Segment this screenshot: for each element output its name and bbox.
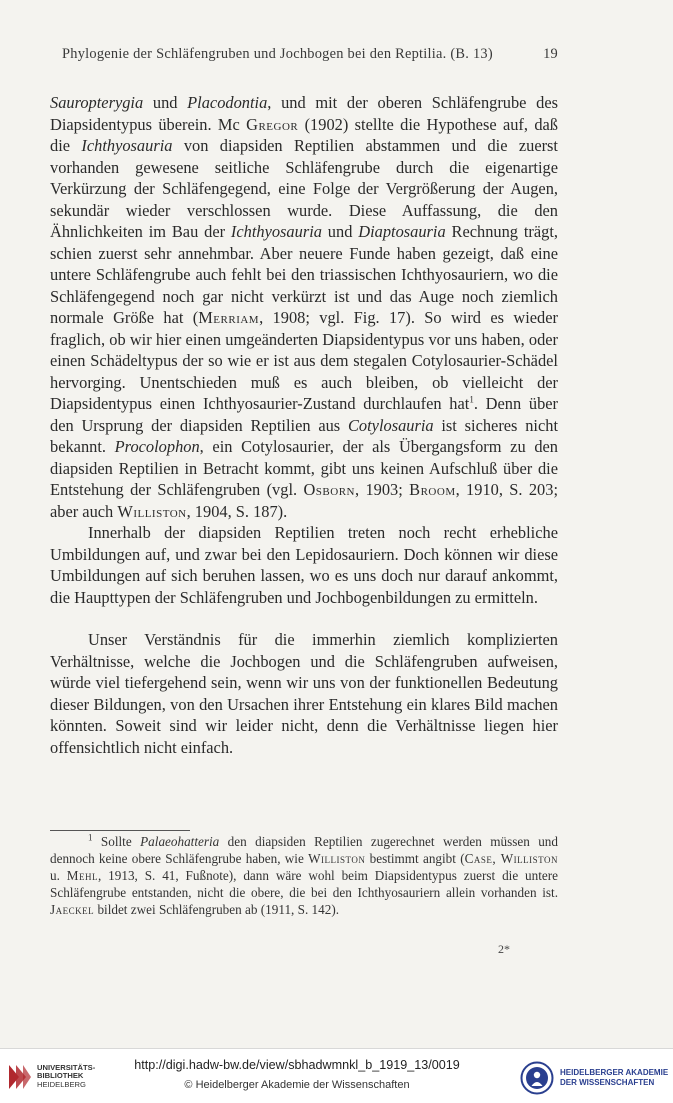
permalink-url[interactable]: http://digi.hadw-bw.de/view/sbhadwmnkl_b_1919_13/0019 bbox=[134, 1058, 460, 1072]
footnote-marker: 1 bbox=[469, 394, 474, 405]
text-run: den diapsiden Reptilien zugerechnet werden müssen und dennoch keine obere Schläfengrube haben, wie bbox=[50, 834, 558, 866]
author-name: Mehl bbox=[66, 868, 98, 883]
academy-name bbox=[560, 1068, 668, 1088]
signature-mark: 2* bbox=[498, 942, 510, 956]
author-name: Williston bbox=[117, 501, 187, 521]
author-name: Gregor bbox=[246, 114, 299, 134]
academy-seal-icon bbox=[520, 1061, 554, 1095]
italic-term: Diaptosauria bbox=[358, 222, 446, 241]
academy-line-1: HEIDELBERGER AKADEMIE bbox=[560, 1068, 669, 1077]
text-run: , und mit der oberen Schläfengrube des Diapsidentypus überein. Mc bbox=[50, 93, 558, 134]
paragraph-1 bbox=[50, 92, 558, 522]
library-logo-icon bbox=[6, 1062, 32, 1092]
running-title: Phylogenie der Schläfengruben und Jochbogen bei den Reptilia. (B. 13) bbox=[62, 46, 493, 62]
italic-term: Palaeohatteria bbox=[140, 834, 220, 849]
text-run: bestimmt angibt ( bbox=[365, 851, 465, 866]
footer-bar bbox=[0, 1048, 673, 1103]
paragraph-gap bbox=[50, 608, 558, 629]
text-run: , 1913, S. 41, Fußnote), dann wäre wohl beim Diapsidentypus zuerst die untere Schläfengrube entstanden, nicht die obere, die bei den Ichthyosauriern allein vorhanden ist. bbox=[50, 868, 558, 900]
running-header bbox=[62, 46, 558, 63]
text-run: Sollte bbox=[92, 834, 141, 849]
text-run: Innerhalb der diapsiden Reptilien treten noch recht erhebliche Umbildungen auf, und zwar bei den Lepidosauriern. Doch können wir diese Umbildungen auf sich beruhen lassen, wo es uns doch nur darauf ankommt, die Haupttypen der Schläfengruben und Jochbogenbildungen zu ermitteln. bbox=[50, 523, 558, 607]
library-name bbox=[37, 1064, 95, 1089]
text-run: und bbox=[321, 222, 359, 241]
text-run: , 1904, S. 187). bbox=[186, 501, 288, 521]
text-run: ist sicheres nicht bekannt. bbox=[50, 415, 558, 456]
text-run: , 1908; vgl. Fig. 17). So wird es wieder fraglich, ob wir hier einen umgeänderten Diapsidentypus vor uns haben, oder einen Schädeltypus der so wie er ist aus dem stegalen Cotylosaurier-Schädel hervorging. Unentschieden muß es auch bleiben, ob vielleicht der Diapsidentypus einen Ichthyosaurier-Zustand durchlaufen hat bbox=[50, 308, 558, 413]
academy-line-2: DER WISSENSCHAFTEN bbox=[560, 1078, 655, 1087]
footnote bbox=[50, 833, 558, 918]
footnote-rule bbox=[50, 830, 190, 831]
italic-term: Placodontia bbox=[187, 93, 268, 112]
text-run: u. bbox=[50, 868, 67, 883]
page-number: 19 bbox=[543, 46, 558, 62]
text-run: bildet zwei Schläfengruben ab (1911, S. 142). bbox=[94, 902, 340, 917]
paragraph-2 bbox=[50, 522, 558, 608]
library-line-2: BIBLIOTHEK bbox=[37, 1071, 84, 1081]
library-line-1: UNIVERSITÄTS- bbox=[37, 1063, 96, 1072]
text-run: , ein Cotylosaurier, der als Übergangsform zu den diapsiden Reptilien in Betracht kommt, gibt uns keinen Aufschluß über die Entstehung der Schläfengruben (vgl. bbox=[50, 437, 558, 499]
library-line-3: HEIDELBERG bbox=[37, 1079, 86, 1089]
copyright-notice: © Heidelberger Akademie der Wissenschaften bbox=[184, 1079, 410, 1091]
text-run: , 1903; bbox=[355, 480, 410, 499]
italic-term: Ichthyosauria bbox=[81, 136, 173, 155]
author-name: Williston bbox=[308, 851, 366, 866]
author-name: Case, Williston bbox=[464, 851, 558, 866]
text-run: . Denn über den Ursprung der diapsiden Reptilien aus bbox=[50, 394, 559, 435]
italic-term: Sauropterygia bbox=[50, 93, 144, 112]
text-run: Unser Verständnis für die immerhin ziemlich komplizierten Verhältnisse, welche die Jochbogen und die Schläfengruben aufweisen, würde viel tiefergehend sein, wenn wir uns von der funktionellen Bedeutung dieser Bildungen, von den Ursachen ihrer Entstehung ein klares Bild machen könnten. Soweit sind wir leider nicht, denn die Verhältnisse liegen hier offensichtlich nicht einfach. bbox=[50, 630, 558, 757]
main-text bbox=[50, 92, 558, 758]
footnote-text bbox=[50, 833, 558, 918]
text-run: von diapsiden Reptilien abstammen und die zuerst vorhanden gewesene seitliche Schläfengrube durch die eigenartige Verkürzung der Schläfengegend, eine Folge der Vergrößerung der Augen, sekundär wieder verschlossen wurde. Diese Auffassung, die den Ähnlichkeiten im Bau der bbox=[50, 136, 558, 241]
footnote-marker: 1 bbox=[88, 832, 93, 843]
italic-term: Cotylosauria bbox=[347, 415, 434, 435]
author-name: Jaeckel bbox=[50, 902, 95, 917]
author-name: Osborn bbox=[303, 480, 355, 499]
author-name: Merriam bbox=[198, 308, 260, 327]
text-run: (1902) stellte die Hypothese auf, daß die bbox=[50, 114, 558, 155]
italic-term: Ichthyosauria bbox=[230, 222, 322, 241]
text-run: und bbox=[143, 93, 188, 112]
author-name: Broom bbox=[409, 480, 456, 499]
italic-term: Procolophon bbox=[114, 437, 200, 456]
text-run: Rechnung trägt, schien zuerst sehr annehmbar. Aber neuere Funde haben gezeigt, daß eine untere Schläfengrube auch fehlt bei den triassischen Ichthyosauriern, wo die Schläfengegend noch gar nicht verkürzt ist und das Auge noch ziemlich normale Größe hat ( bbox=[50, 222, 558, 327]
text-run: , 1910, S. 203; aber auch bbox=[50, 480, 559, 521]
paragraph-3 bbox=[50, 629, 558, 758]
